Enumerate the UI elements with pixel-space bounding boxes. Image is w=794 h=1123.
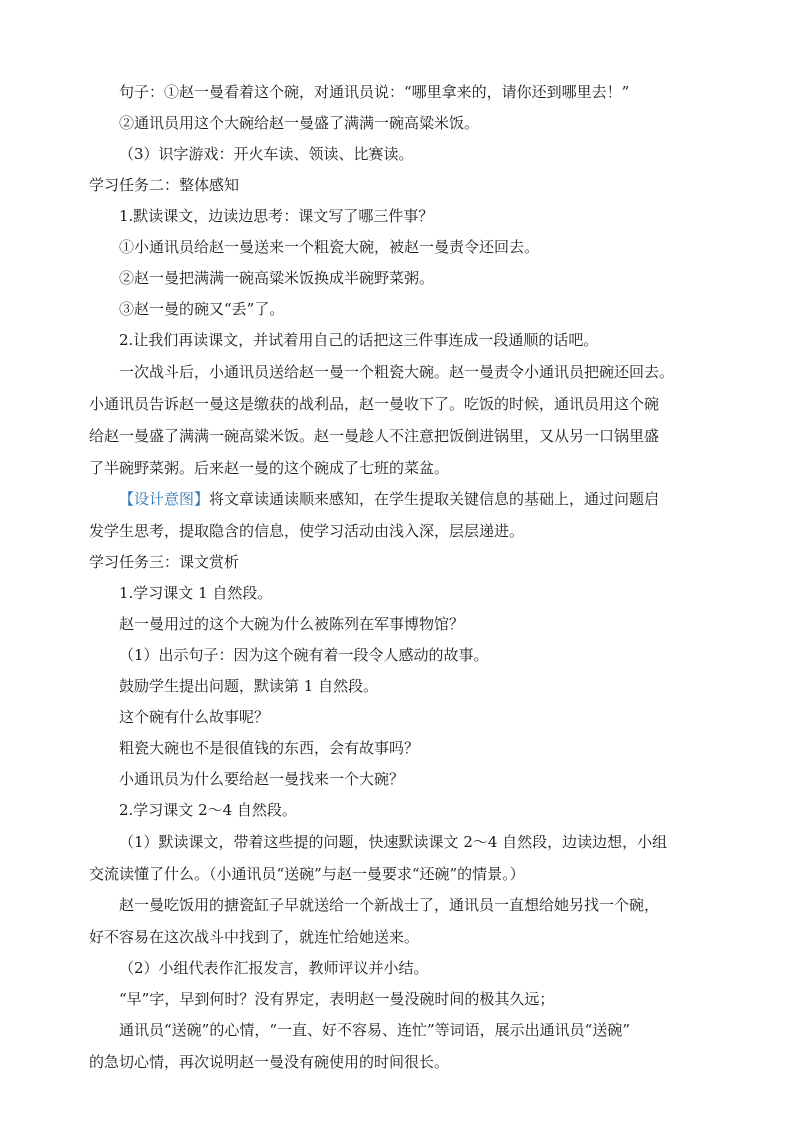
text-line: ③赵一曼的碗又“丢”了。 [119,300,285,318]
text-line: 一次战斗后，小通讯员送给赵一曼一个粗瓷大碗。赵一曼责令小通讯员把碗还回去。 [119,363,675,381]
text-line: 1.默读课文，边读边思考：课文写了哪三件事？ [119,207,434,225]
text-line: （1）出示句子：因为这个碗有着一段令人感动的故事。 [119,646,489,664]
text-line: 2.学习课文 2～4 自然段。 [119,801,297,819]
text-line: 这个碗有什么故事呢？ [119,708,270,726]
design-intent-line [0,489,794,509]
text-line: （2）小组代表作汇报发言，教师评议并小结。 [119,959,429,977]
section-heading: 学习任务三：课文赏析 [89,553,240,571]
text-line: ②通讯员用这个大碗给赵一曼盛了满满一碗高粱米饭。 [119,114,480,132]
text-line: 给赵一曼盛了满满一碗高粱米饭。赵一曼趁人不注意把饭倒进锅里，又从另一口锅里盛 [89,427,660,445]
text-line: 好不容易在这次战斗中找到了，就连忙给她送来。 [89,928,420,946]
text-line: 交流读懂了什么。（小通讯员“送碗”与赵一曼要求“还碗”的情景。） [89,865,525,883]
text-line: 小通讯员告诉赵一曼这是缴获的战利品，赵一曼收下了。吃饭的时候，通讯员用这个碗 [89,395,660,413]
text-line: 赵一曼用过的这个大碗为什么被陈列在军事博物馆？ [119,615,465,633]
text-line: 鼓励学生提出问题，默读第 1 自然段。 [119,677,379,695]
text-line: “早”字，早到何时？没有界定，表明赵一曼没碗时间的极其久远； [119,990,555,1008]
text-line: 2.让我们再读课文，并试着用自己的话把这三件事连成一段通顺的话吧。 [119,331,599,349]
text-line: 赵一曼吃饭用的搪瓷缸子早就送给一个新战士了，通讯员一直想给她另找一个碗， [119,896,660,914]
text-line: ①小通讯员给赵一曼送来一个粗瓷大碗，被赵一曼责令还回去。 [119,238,540,256]
text-line: 了半碗野菜粥。后来赵一曼的这个碗成了七班的菜盆。 [89,459,450,477]
text-line: （3）识字游戏：开火车读、领读、比赛读。 [119,145,414,163]
design-intent-label: 【设计意图】 [119,490,210,508]
text-line: 粗瓷大碗也不是很值钱的东西，会有故事吗？ [119,739,420,757]
text-line: 小通讯员为什么要给赵一曼找来一个大碗？ [119,770,405,788]
design-intent-text: 将文章读通读顺来感知，在学生提取关键信息的基础上，通过问题启 [209,490,660,508]
text-line: 的急切心情，再次说明赵一曼没有碗使用的时间很长。 [89,1053,450,1071]
text-line: 1.学习课文 1 自然段。 [119,584,273,602]
section-heading: 学习任务二：整体感知 [89,176,240,194]
text-line: ②赵一曼把满满一碗高粱米饭换成半碗野菜粥。 [119,269,435,287]
text-line: （1）默读课文，带着这些提的问题，快速默读课文 2～4 自然段，边读边想，小组 [119,833,668,851]
text-line: 句子：①赵一曼看着这个碗，对通讯员说：“哪里拿来的，请你还到哪里去！” [119,83,630,101]
text-line: 通讯员“送碗”的心情，“一直、好不容易、连忙”等词语，展示出通讯员“送碗” [119,1021,631,1039]
text-line: 发学生思考，提取隐含的信息，使学习活动由浅入深，层层递进。 [89,522,525,540]
